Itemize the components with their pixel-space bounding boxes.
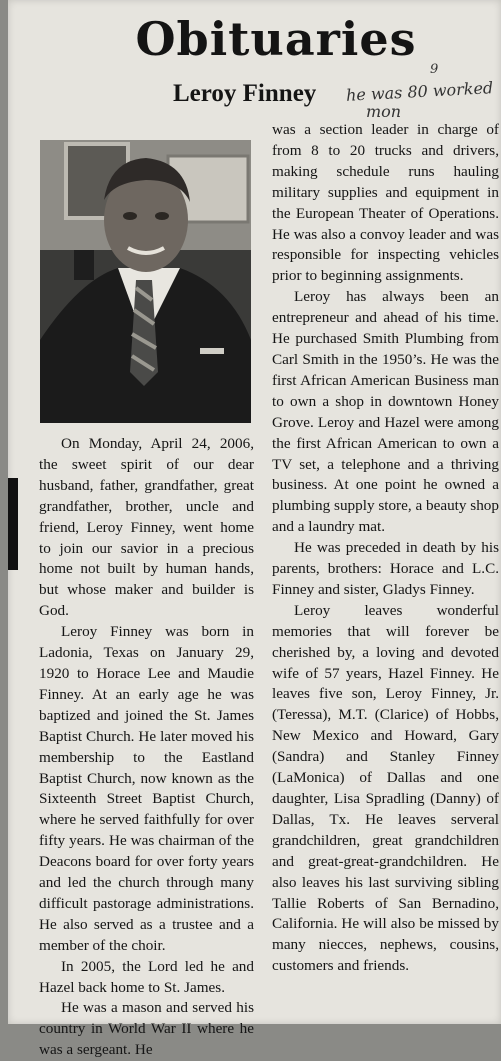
paragraph: Leroy Finney was born in Ladonia, Texas on January 29, 1920 to Horace Lee and Maudie Finney. At an early age he was baptized and joined the St. James Baptist Church. He later moved his membership to the Eastland Baptist Church, now known as the Sixteenth Street Baptist Church, where he served faithfully for over fifty years. He was chairman of the Deacons board for over forty years and led the church through many difficult pastorage administrations. He also served as a trustee and a member of the choir. — [39, 623, 254, 954]
obituary-headline: Leroy Finney — [173, 80, 317, 107]
newspaper-clipping — [8, 0, 501, 1059]
handwritten-note — [345, 62, 501, 126]
right-text-column — [272, 120, 499, 977]
handwritten-mark: 9 — [430, 62, 439, 77]
scan-edge-mark — [8, 478, 18, 570]
paragraph: On Monday, April 24, 2006, the sweet spirit of our dear husband, father, grandfather, great grandfather, brother, uncle and friend, Leroy Finney, went home to join our savior in a precious home not built by human hands, but whose maker and builder is God. — [39, 435, 254, 620]
paragraph: He was a mason and served his country in World War II where he was a sergeant. He — [39, 999, 254, 1059]
section-masthead: Obituaries — [135, 12, 417, 66]
left-text-column — [39, 434, 254, 1061]
paragraph: Leroy has always been an entrepreneur and ahead of his time. He purchased Smith Plumbing from Carl Smith in the 1950’s. He was the first African American Business man to own a shop in downtown Honey Grove. Leroy and Hazel were among the first African American to own a TV set, a telephone and a thriving business. At one point he owned a plumbing supply store, a beauty shop and a laundry mat. — [272, 288, 499, 536]
paragraph: was a section leader in charge of from 8 to 20 trucks and drivers, making schedule runs hauling military supplies and equipment in the European Theater of Operations. He was also a convoy leader and was responsible for inspecting vehicles prior to beginning assignments. — [272, 121, 499, 285]
portrait-photo-icon — [40, 140, 251, 423]
portrait-photo — [40, 140, 251, 423]
paragraph: In 2005, the Lord led he and Hazel back home to St. James. — [39, 957, 254, 996]
handwritten-note-line1: he was 80 worked — [345, 78, 494, 105]
handwritten-note-line2: mon — [366, 102, 402, 121]
paragraph: He was preceded in death by his parents, brothers: Horace and L.C. Finney and sister, Gladys Finney. — [272, 539, 499, 598]
paragraph: Leroy leaves wonderful memories that will forever be cherished by, a loving and devoted wife of 57 years, Hazel Finney. He leaves five son, Leroy Finney, Jr. (Teressa), M.T. (Clarice) of Hobbs, New Mexico and Howard, Gary (Sandra) and Stanley Finney (LaMonica) of Dallas and one daughter, Lisa Spradling (Danny) of Dallas, Tx. He leaves serveral grandchildren, great grandchildren and great-great-grandchildren. He also leaves his last surviving sibling Tallie Roberts of San Bernadino, California. He will also be missed by many niecces, nephews, cousins, customers and friends. — [272, 601, 499, 975]
